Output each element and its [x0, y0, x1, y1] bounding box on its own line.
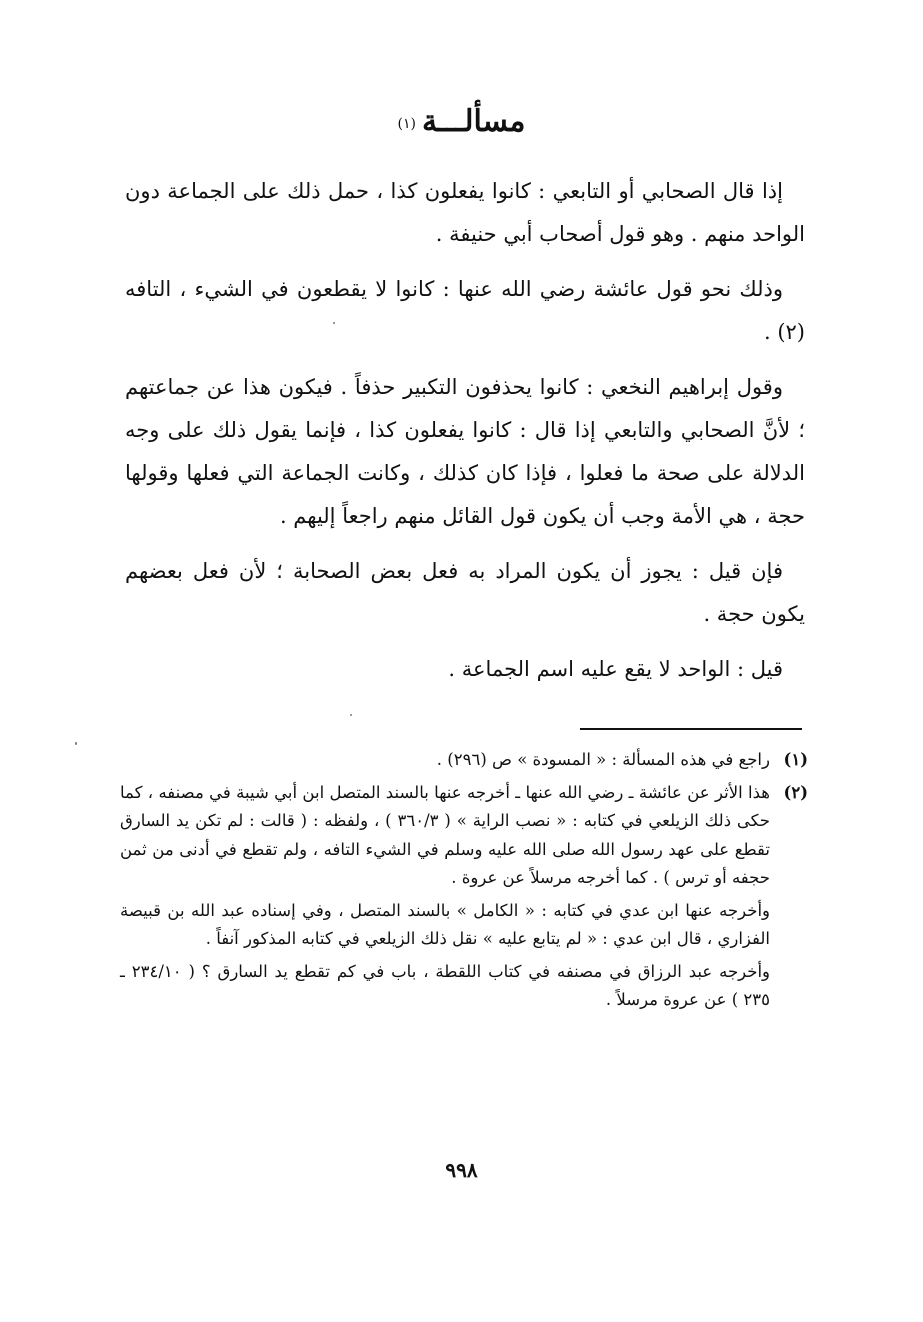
- footnote-number: (٢): [783, 782, 808, 802]
- footnote-body: [120, 779, 770, 1019]
- scan-speck: [333, 322, 335, 324]
- footnote-text: وأخرجه عنها ابن عدي في كتابه : « الكامل » بالسند المتصل ، وفي إسناده عبد الله بن قبيصة الفزاري ، قال ابن عدي : « لم يتابع عليه » نقل ذلك الزيلعي في كتابه المذكور آنفاً .: [120, 900, 770, 948]
- footnote: [120, 779, 808, 1019]
- paragraph: فإن قيل : يجوز أن يكون المراد به فعل بعض الصحابة ؛ لأن فعل بعضهم يكون حجة .: [125, 559, 805, 626]
- main-text: [125, 170, 805, 703]
- title-footnote-marker: (١): [397, 116, 416, 132]
- paragraph: وذلك نحو قول عائشة رضي الله عنها : كانوا لا يقطعون في الشيء ، التافه (٢) .: [125, 277, 805, 344]
- footnote-text: وأخرجه عبد الرزاق في مصنفه في كتاب اللقطة ، باب في كم تقطع يد السارق ؟ ( ٢٣٤/١٠ ـ ٢٣٥ ) عن عروة مرسلاً .: [120, 961, 770, 1009]
- footnote-text: راجع في هذه المسألة : « المسودة » ص (٢٩٦) .: [436, 750, 770, 769]
- section-title: [0, 100, 923, 144]
- footnotes: [120, 746, 808, 1019]
- page-number: ٩٩٨: [445, 1158, 478, 1182]
- paragraph: وقول إبراهيم النخعي : كانوا يحذفون التكبير حذفاً . فيكون هذا عن جماعتهم ؛ لأنَّ الصحابي والتابعي إذا قال : كانوا يفعلون كذا ، فإنما يقول ذلك على وجه الدلالة على صحة ما فعلوا ، فإذا كان كذلك ، وكانت الجماعة التي فعلها وقولها حجة ، هي الأمة وجب أن يكون قول القائل منهم راجعاً إليهم .: [125, 375, 805, 528]
- footnote-number: (١): [783, 750, 808, 769]
- paragraph: قيل : الواحد لا يقع عليه اسم الجماعة .: [448, 657, 783, 681]
- paragraph: إذا قال الصحابي أو التابعي : كانوا يفعلون كذا ، حمل ذلك على الجماعة دون الواحد منهم . وهو قول أصحاب أبي حنيفة .: [125, 179, 805, 246]
- section-title-text: مسألـــة: [421, 104, 526, 139]
- footnote-body: [120, 746, 770, 779]
- scan-speck: [350, 714, 352, 716]
- footnote-separator: [580, 728, 802, 730]
- footnote-text: هذا الأثر عن عائشة ـ رضي الله عنها ـ أخرجه عنها بالسند المتصل ابن أبي شيبة في مصنفه ، كما حكى ذلك الزيلعي في كتابه : « نصب الراية » ( ٣٦٠/٣ ) ، ولفظه : ( قالت : لم تكن يد السارق تقطع على عهد رسول الله صلى الله عليه وسلم في الشيء التافه ، ولم تقطع في أدنى من ثمن حجفه أو ترس ) . كما أخرجه مرسلاً عن عروة .: [120, 782, 770, 887]
- scan-speck: [75, 742, 77, 745]
- footnote: [120, 746, 808, 779]
